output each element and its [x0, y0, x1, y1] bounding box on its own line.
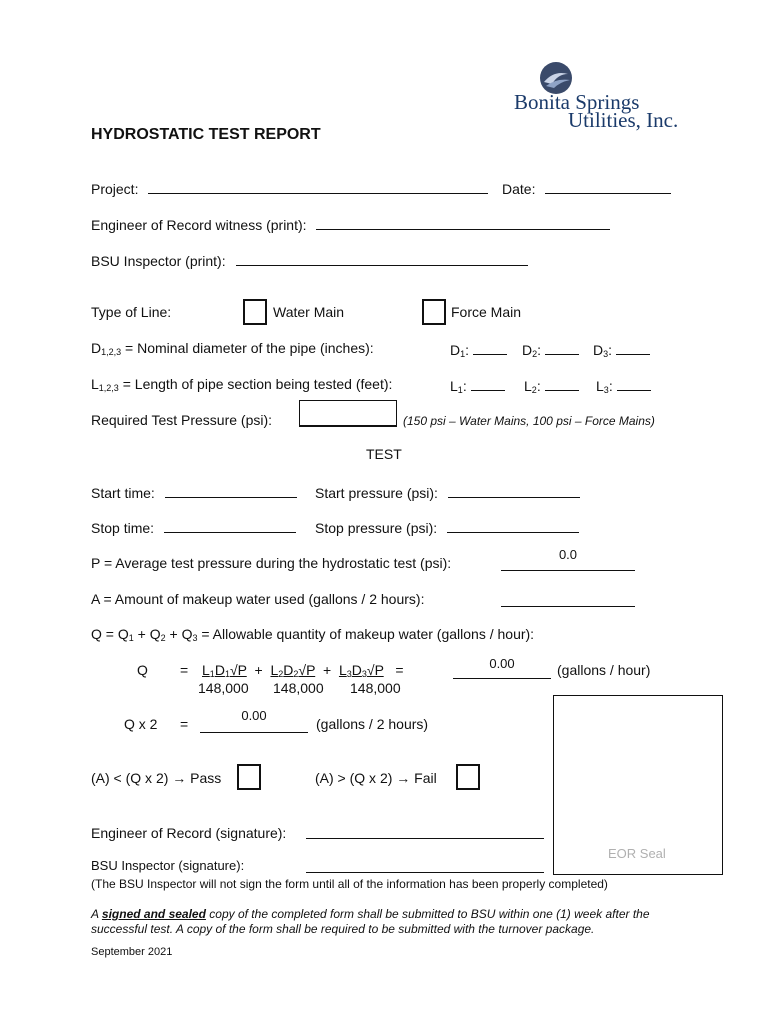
- q-unit: (gallons / hour): [557, 662, 651, 678]
- eor-seal-label: EOR Seal: [608, 846, 666, 861]
- fail-checkbox[interactable]: [456, 764, 480, 790]
- denominator-2: 148,000: [273, 680, 324, 696]
- l3-entry: $L_3$:: [596, 376, 651, 395]
- q-numerators: $L_1D_1√P + L_2D_2√P + L_3D_3√P$ =: [202, 662, 404, 679]
- water-main-label: Water Main: [273, 304, 345, 320]
- makeup-water-label: A = Amount of makeup water used (gallons / 2 hours):: [91, 591, 425, 607]
- footer-line2: successful test. A copy of the form shall be required to be submitted with the turnover package.: [91, 922, 595, 936]
- average-pressure-value: 0.0: [558, 547, 578, 562]
- project-label: Project:: [91, 181, 139, 197]
- type-of-line-label: Type of Line:: [91, 304, 172, 320]
- length-label: $L_{1,2,3}$ = Length of pipe section being tested (feet):: [91, 376, 393, 393]
- page-title: HYDROSTATIC TEST REPORT: [91, 126, 321, 143]
- bsu-signature-field[interactable]: [306, 858, 544, 873]
- required-pressure-field[interactable]: [299, 400, 397, 427]
- pass-label: (A) < (Q x 2) → Pass: [91, 770, 222, 786]
- start-pressure-field[interactable]: [448, 483, 580, 498]
- date-label: Date:: [502, 181, 536, 197]
- bsu-inspector-print-label: BSU Inspector (print):: [91, 253, 226, 269]
- l2-entry: $L_2$:: [524, 376, 579, 395]
- company-logo: [512, 58, 692, 133]
- force-main-label: Force Main: [451, 304, 522, 320]
- fail-label: (A) > (Q x 2) → Fail: [315, 770, 437, 786]
- footer-date: September 2021: [91, 946, 173, 958]
- engineer-signature-label: Engineer of Record (signature):: [91, 825, 287, 841]
- l1-entry: $L_1$:: [450, 376, 505, 395]
- project-field[interactable]: [148, 179, 488, 194]
- engineer-signature-field[interactable]: [306, 824, 544, 839]
- qx2-equals: =: [180, 716, 189, 732]
- d3-entry: $D_3$:: [593, 340, 650, 359]
- eor-seal-box[interactable]: [553, 695, 723, 875]
- pressure-note: (150 psi – Water Mains, 100 psi – Force Mains): [403, 414, 655, 428]
- qx2-label: Q x 2: [124, 716, 158, 732]
- qx2-value: 0.00: [241, 708, 267, 723]
- water-main-checkbox[interactable]: [243, 299, 267, 325]
- bsu-signature-label: BSU Inspector (signature):: [91, 858, 245, 873]
- qx2-unit: (gallons / 2 hours): [316, 716, 429, 732]
- makeup-water-field[interactable]: [501, 588, 635, 607]
- pass-checkbox[interactable]: [237, 764, 261, 790]
- force-main-checkbox[interactable]: [422, 299, 446, 325]
- start-time-field[interactable]: [165, 483, 297, 498]
- engineer-witness-label: Engineer of Record witness (print):: [91, 217, 307, 233]
- average-pressure-label: P = Average test pressure during the hydrostatic test (psi):: [91, 555, 452, 571]
- start-time-label: Start time:: [91, 485, 155, 501]
- logo-line2: Utilities, Inc.: [568, 108, 679, 132]
- q-definition: $Q = Q_1 + Q_2 + Q_3$ = Allowable quantity of makeup water (gallons / hour):: [91, 626, 535, 643]
- footer-line1: A signed and sealed copy of the completed form shall be submitted to BSU within one (1) week after the: [91, 907, 650, 921]
- d2-entry: $D_2$:: [522, 340, 579, 359]
- l3-field[interactable]: [617, 376, 651, 391]
- q-result-value: 0.00: [489, 656, 515, 671]
- denominator-3: 148,000: [350, 680, 401, 696]
- denominator-1: 148,000: [198, 680, 249, 696]
- test-heading: TEST: [366, 446, 402, 462]
- required-pressure-label: Required Test Pressure (psi):: [91, 412, 273, 428]
- stop-time-field[interactable]: [164, 518, 296, 533]
- stop-time-label: Stop time:: [91, 520, 155, 536]
- d1-entry: $D_1$:: [450, 340, 507, 359]
- bsu-signature-note: (The BSU Inspector will not sign the form until all of the information has been properly completed): [91, 877, 608, 891]
- start-pressure-label: Start pressure (psi):: [315, 485, 438, 501]
- date-field[interactable]: [545, 179, 671, 194]
- logo-line1: Bonita Springs: [514, 90, 640, 114]
- q-symbol: Q: [137, 662, 148, 678]
- bsu-inspector-print-field[interactable]: [236, 251, 528, 266]
- q-equals: =: [180, 662, 189, 678]
- engineer-witness-field[interactable]: [316, 215, 610, 230]
- d1-field[interactable]: [473, 340, 507, 355]
- d2-field[interactable]: [545, 340, 579, 355]
- diameter-label: $D_{1,2,3}$ = Nominal diameter of the pipe (inches):: [91, 340, 374, 357]
- signed-sealed-emphasis: signed and sealed: [101, 907, 206, 921]
- stop-pressure-field[interactable]: [447, 518, 579, 533]
- l2-field[interactable]: [545, 376, 579, 391]
- l1-field[interactable]: [471, 376, 505, 391]
- stop-pressure-label: Stop pressure (psi):: [315, 520, 438, 536]
- d3-field[interactable]: [616, 340, 650, 355]
